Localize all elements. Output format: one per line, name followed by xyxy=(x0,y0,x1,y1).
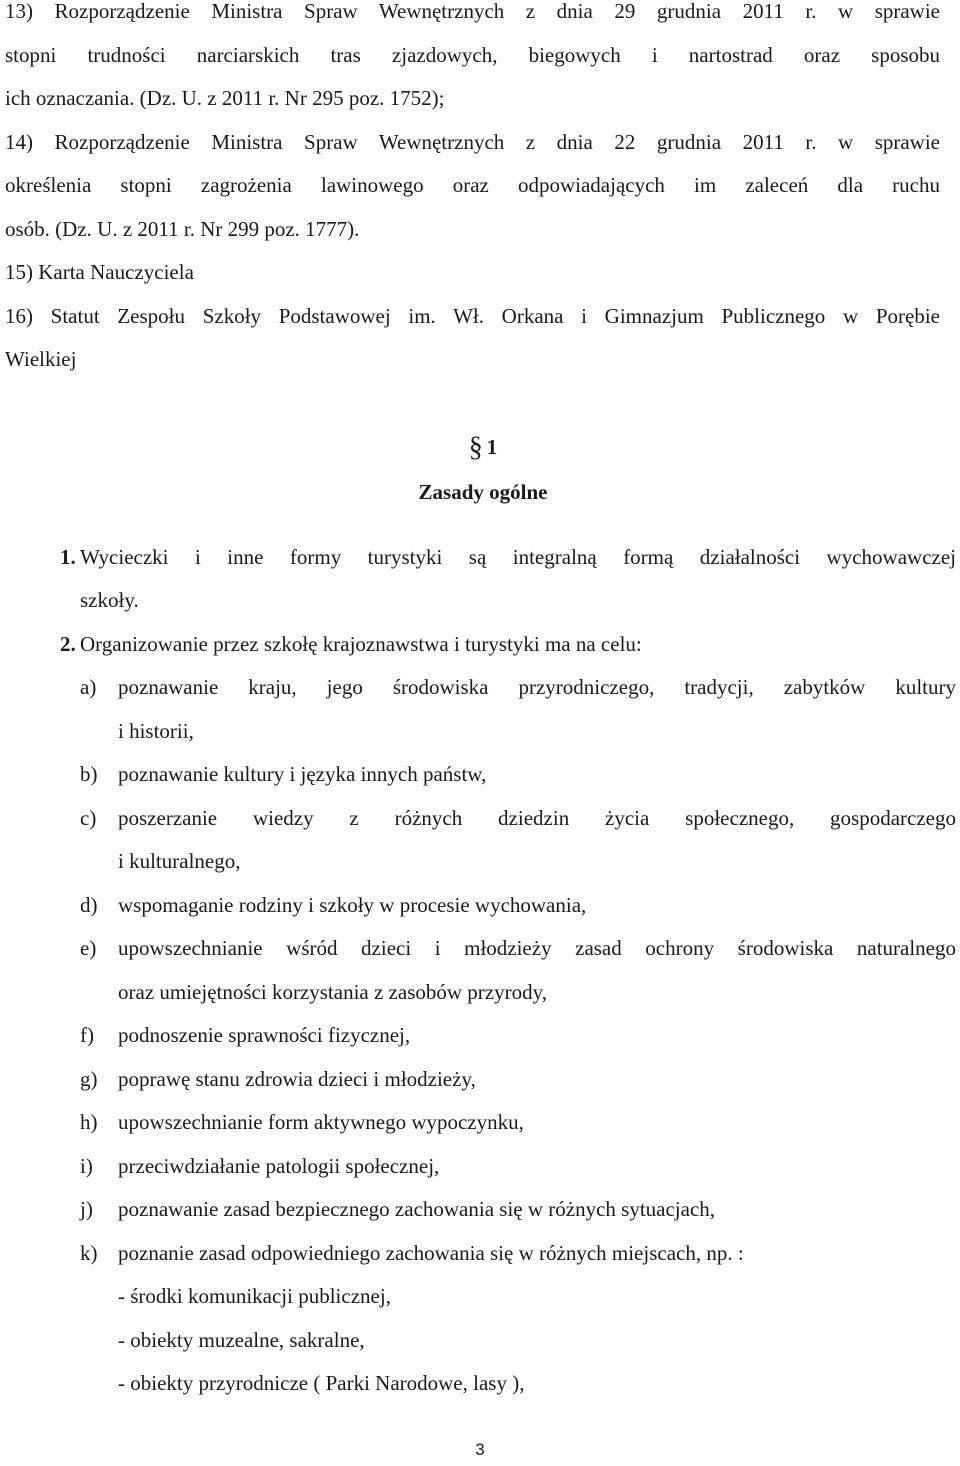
list-item xyxy=(0,884,960,928)
list-letter: a) xyxy=(80,675,97,699)
point-2 xyxy=(0,623,960,667)
list-text: poprawę stanu zdrowia dzieci i młodzieży, xyxy=(118,1066,476,1091)
point-line: Organizowanie przez szkołę krajoznawstwa i turystyki ma na celu: xyxy=(80,631,642,656)
list-text: podnoszenie sprawności fizycznej, xyxy=(118,1023,411,1047)
list-text: i kulturalnego, xyxy=(118,849,241,873)
paragraph-sign: § xyxy=(468,431,483,463)
reference-16 xyxy=(5,295,940,382)
list-letter: c) xyxy=(80,805,97,830)
list-text: oraz umiejętności korzystania z zasobów przyrody, xyxy=(118,979,547,1004)
point-1 xyxy=(0,536,960,623)
list-text: poznawanie zasad bezpiecznego zachowania się w różnych sytuacjach, xyxy=(118,1197,716,1221)
reference-line: 15) Karta Nauczyciela xyxy=(5,260,194,284)
list-letter: d) xyxy=(80,892,98,917)
reference-line: ich oznaczania. (Dz. U. z 2011 r. Nr 295 poz. 1752); xyxy=(5,86,445,110)
reference-line: stopni trudności narciarskich tras zjazdowych, biegowych i nartostrad oraz sposobu xyxy=(5,42,940,67)
list-item xyxy=(0,1232,960,1276)
list-item xyxy=(0,927,960,1014)
reference-line: 16) Statut Zespołu Szkoły Podstawowej im. Wł. Orkana i Gimnazjum Publicznego w Porębie xyxy=(5,303,940,328)
list-item xyxy=(0,1014,960,1058)
list-text: wspomaganie rodziny i szkoły w procesie wychowania, xyxy=(118,892,587,917)
list-letter: f) xyxy=(80,1023,94,1047)
sub-item: - obiekty przyrodnicze ( Parki Narodowe, lasy ), xyxy=(118,1371,525,1395)
list-text: poznawanie kultury i języka innych państw, xyxy=(118,762,487,786)
legal-references xyxy=(0,0,960,382)
sub-item: - obiekty muzealne, sakralne, xyxy=(118,1327,365,1352)
list-text: poznawanie kraju, jego środowiska przyrodniczego, tradycji, zabytków kultury xyxy=(118,675,956,699)
list-item xyxy=(0,797,960,884)
list-item xyxy=(0,1188,960,1232)
point-line: Wycieczki i inne formy turystyki są integralną formą działalności wychowawczej xyxy=(80,544,956,569)
section-number-value: 1 xyxy=(486,434,498,459)
reference-13 xyxy=(5,0,940,121)
page-number: 3 xyxy=(475,1440,485,1459)
list-letter: k) xyxy=(80,1240,98,1265)
list-letter: j) xyxy=(80,1197,93,1221)
reference-14 xyxy=(5,121,940,252)
reference-line: 13) Rozporządzenie Ministra Spraw Wewnętrznych z dnia 29 grudnia 2011 r. w sprawie xyxy=(5,0,940,23)
list-letter: i) xyxy=(80,1153,93,1178)
reference-line: osób. (Dz. U. z 2011 r. Nr 299 poz. 1777). xyxy=(5,216,360,241)
list-text: upowszechnianie wśród dzieci i młodzieży zasad ochrony środowiska naturalnego xyxy=(118,936,956,960)
list-letter: g) xyxy=(80,1066,98,1091)
sub-item: - środki komunikacji publicznej, xyxy=(118,1284,391,1308)
list-letter: h) xyxy=(80,1110,98,1134)
list-text: poszerzanie wiedzy z różnych dziedzin życia społecznego, gospodarczego xyxy=(118,805,956,830)
goals-list xyxy=(0,666,960,1275)
list-letter: b) xyxy=(80,762,98,786)
reference-15 xyxy=(5,251,940,295)
point-number: 2. xyxy=(60,631,76,656)
list-letter: e) xyxy=(80,936,97,960)
reference-line: 14) Rozporządzenie Ministra Spraw Wewnętrznych z dnia 22 grudnia 2011 r. w sprawie xyxy=(5,129,940,154)
section-heading xyxy=(0,425,960,514)
list-text: przeciwdziałanie patologii społecznej, xyxy=(118,1153,440,1178)
list-item xyxy=(0,1145,960,1189)
list-item xyxy=(0,1058,960,1102)
list-item xyxy=(0,1101,960,1145)
list-text: upowszechnianie form aktywnego wypoczynku, xyxy=(118,1110,524,1134)
reference-line: Wielkiej xyxy=(5,347,77,371)
reference-line: określenia stopni zagrożenia lawinowego oraz odpowiadających im zaleceń dla ruchu xyxy=(5,173,940,197)
section-number xyxy=(6,425,960,470)
list-text: i historii, xyxy=(118,718,194,743)
sub-items xyxy=(0,1275,960,1406)
list-item xyxy=(0,666,960,753)
section-title: Zasady ogólne xyxy=(418,479,548,504)
list-item xyxy=(0,753,960,797)
point-number: 1. xyxy=(60,544,76,569)
point-line: szkoły. xyxy=(80,588,139,612)
list-text: poznanie zasad odpowiedniego zachowania się w różnych miejscach, np. : xyxy=(118,1240,744,1265)
